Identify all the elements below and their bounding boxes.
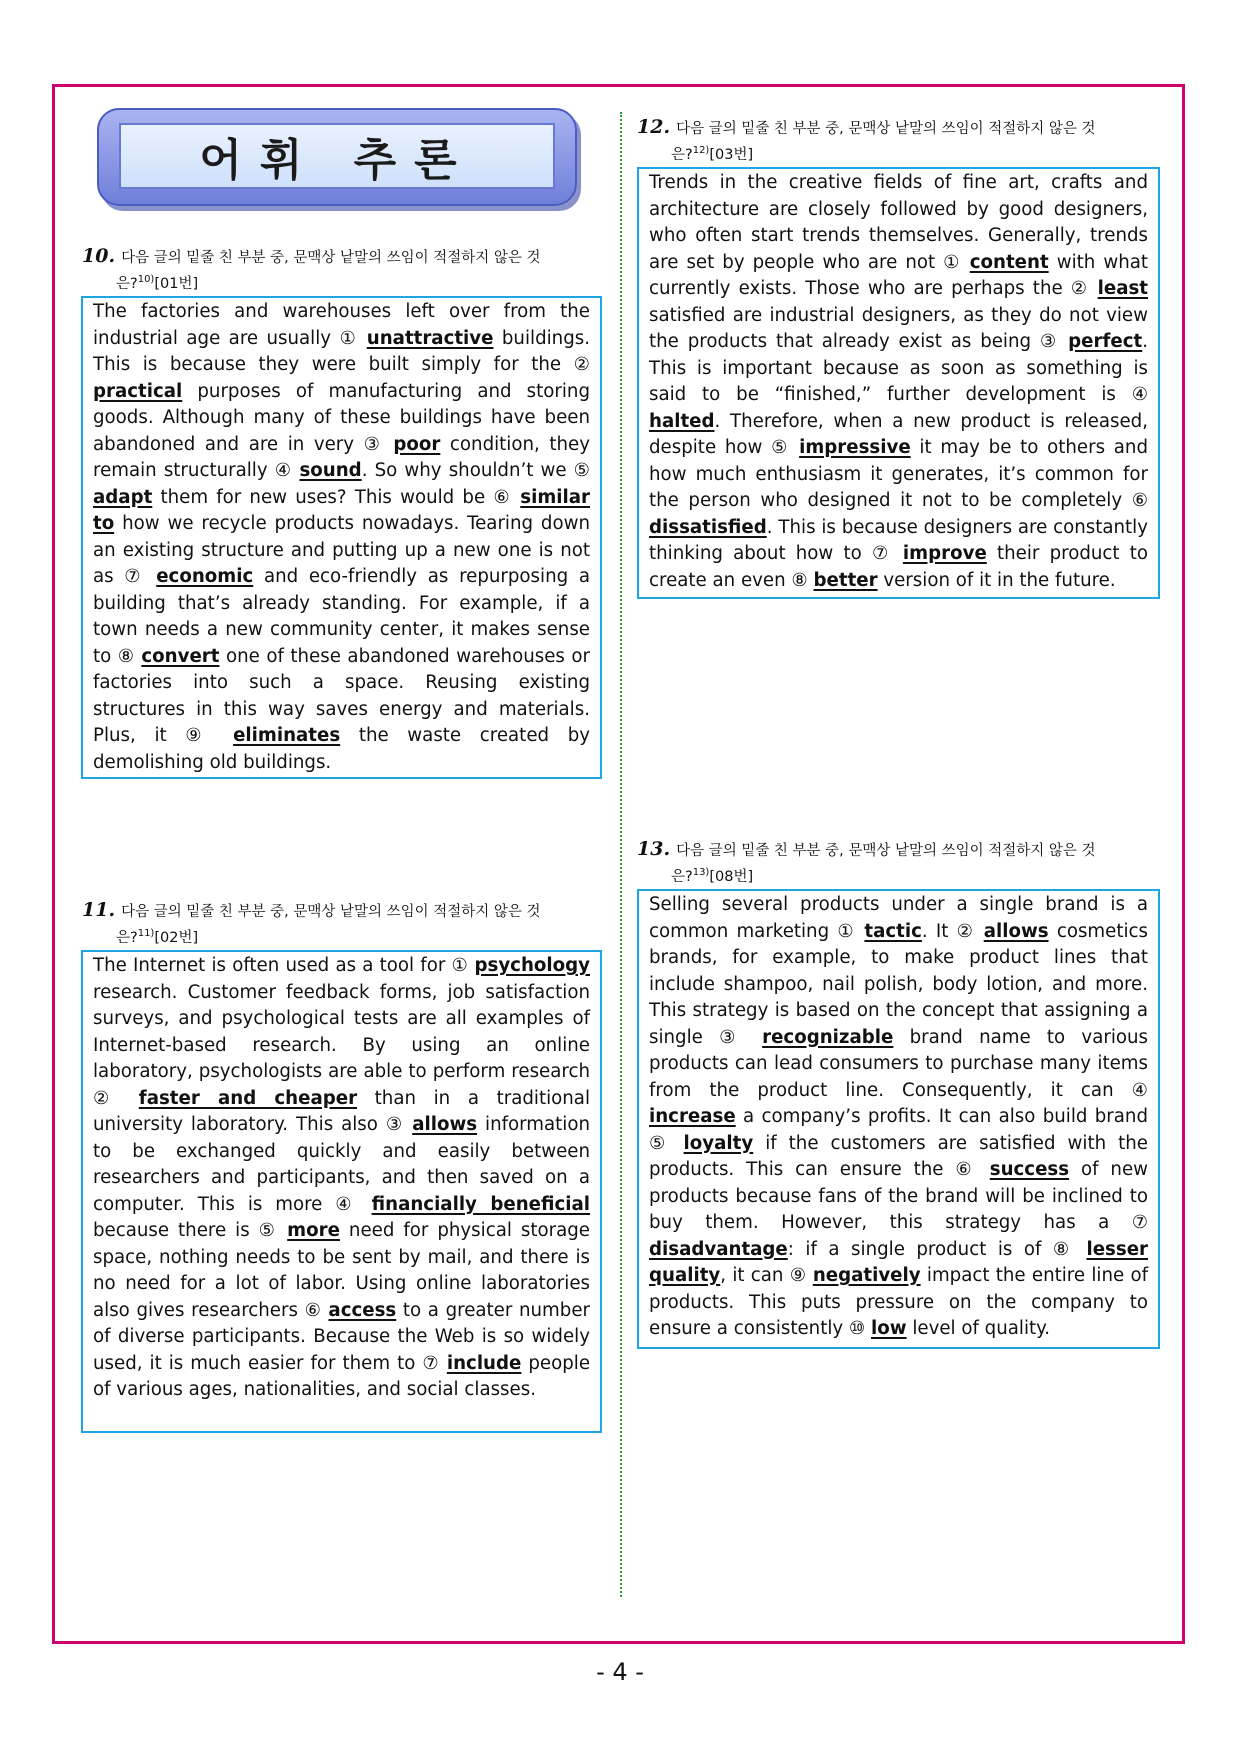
passage-text: The factories and warehouses left over from the industrial age are usually ①: [93, 301, 590, 349]
question-prompt-end: 은?: [671, 868, 693, 885]
passage-text: and eco-friendly as repurposing a building that’s already standing. For example, if a town needs a new community center, it makes sense to ⑧: [93, 566, 590, 667]
question-12-header: [637, 116, 1157, 166]
underlined-choice: allows: [412, 1114, 478, 1135]
passage-text: a company’s profits. It can also build brand ⑤: [649, 1106, 1148, 1154]
question-prompt: 다음 글의 밑줄 친 부분 중, 문맥상 낱말의 쓰임이 적절하지 않은 것: [676, 843, 1096, 859]
question-source: [08번]: [709, 868, 754, 885]
passage-text: because there is ⑤: [93, 1220, 288, 1241]
underlined-choice: psychology: [474, 955, 590, 976]
question-number: 11.: [82, 899, 116, 921]
underlined-choice: disadvantage: [649, 1238, 788, 1260]
underlined-choice: poor: [393, 433, 441, 455]
section-title: 어휘 추론: [199, 135, 475, 186]
passage-text: with what currently exists. Those who are perhaps the ②: [649, 251, 1148, 299]
passage-text: impact the entire line of products. This puts pressure on the company to ensure a consistently ⑩: [649, 1265, 1148, 1339]
question-10-header: [82, 245, 602, 295]
underlined-choice: economic: [156, 566, 254, 587]
passage-text: , it can ⑨: [720, 1265, 813, 1286]
footnote-ref: 13): [692, 867, 710, 878]
question-13-passage: [637, 889, 1160, 1349]
passage-text: Selling several products under a single brand is a common marketing ①: [649, 894, 1148, 942]
question-prompt-end: 은?: [116, 275, 138, 292]
question-number: 13.: [637, 838, 671, 860]
underlined-choice: least: [1097, 278, 1148, 299]
question-10-passage: [81, 296, 602, 779]
underlined-choice: similar to: [93, 486, 590, 534]
passage-text: it may be to others and how much enthusiasm it generates, it’s common for the person who designed it not to be completely ⑥: [649, 437, 1148, 511]
passage-text: . This is important because as soon as something is said to be “finished,” further development is ④: [649, 331, 1148, 405]
passage-text: . So why shouldn’t we ⑤: [361, 460, 590, 481]
underlined-choice: sound: [299, 460, 362, 481]
passage-text: people of various ages, nationalities, and social classes.: [93, 1352, 591, 1400]
question-prompt-end: 은?: [671, 146, 693, 163]
passage-text: if the customers are satisfied with the products. This can ensure the ⑥: [649, 1132, 1148, 1180]
passage-text: : if a single product is of ⑧: [787, 1238, 1087, 1260]
question-12-passage: [637, 167, 1160, 599]
passage-text: . This is because designers are constantly thinking about how to ⑦: [649, 516, 1148, 564]
underlined-choice: access: [328, 1299, 397, 1321]
page-number: - 4 -: [596, 1658, 644, 1686]
underlined-choice: success: [989, 1159, 1070, 1180]
passage-text: version of it in the future.: [877, 569, 1116, 591]
question-number: 10.: [82, 245, 116, 267]
passage-text: one of these abandoned warehouses or factories into such a space. Reusing existing structures in this way saves energy and materials. Plus, it ⑨: [93, 645, 590, 746]
underlined-choice: lesser quality: [649, 1238, 1148, 1286]
underlined-choice: low: [871, 1318, 907, 1339]
underlined-choice: recognizable: [762, 1026, 894, 1048]
underlined-choice: halted: [649, 410, 715, 432]
column-divider: [620, 112, 622, 1597]
question-number: 12.: [637, 116, 671, 138]
passage-text: need for physical storage space, nothing needs to be sent by mail, and there is no need for a lot of labor. Using online laboratories also gives researchers ⑥: [93, 1220, 590, 1321]
underlined-choice: unattractive: [366, 327, 494, 349]
underlined-choice: improve: [902, 543, 987, 564]
underlined-choice: practical: [93, 380, 183, 402]
question-source: [01번]: [154, 275, 199, 292]
passage-text: The Internet is often used as a tool for ①: [93, 955, 475, 976]
underlined-choice: eliminates: [233, 725, 341, 746]
underlined-choice: loyalty: [683, 1132, 754, 1154]
passage-text: . It ②: [921, 920, 984, 942]
passage-text: to a greater number of diverse participants. Because the Web is so widely used, it is much easier for them to ⑦: [93, 1299, 590, 1374]
passage-text: level of quality.: [906, 1318, 1051, 1339]
section-title-banner: [97, 108, 577, 206]
question-11-passage: [81, 950, 602, 1433]
question-13-header: [637, 838, 1157, 888]
underlined-choice: negatively: [812, 1265, 921, 1286]
passage-text: research. Customer feedback forms, job satisfaction surveys, and psychological tests are all examples of Internet-based research. By using an online laboratory, psychologists are able to perform research ②: [93, 981, 590, 1109]
passage-text: satisfied are industrial designers, as they do not view the products that already exist as being ③: [649, 304, 1148, 352]
underlined-choice: include: [446, 1352, 522, 1374]
passage-text: cosmetics brands, for example, to make product lines that include shampoo, nail polish, body lotion, and more. This strategy is based on the concept that assigning a single ③: [649, 920, 1148, 1048]
passage-text: information to be exchanged quickly and easily between researchers and participants, and then saved on a computer. This is more ④: [93, 1114, 590, 1215]
passage-text: condition, they remain structurally ④: [93, 433, 590, 481]
passage-text: . Therefore, when a new product is released, despite how ⑤: [649, 410, 1148, 458]
underlined-choice: impressive: [799, 437, 911, 458]
passage-text: buildings. This is because they were built simply for the ②: [93, 327, 590, 375]
underlined-choice: adapt: [93, 486, 153, 508]
underlined-choice: perfect: [1068, 331, 1143, 352]
section-title-inner: [119, 123, 555, 189]
underlined-choice: increase: [649, 1106, 736, 1127]
underlined-choice: convert: [141, 645, 220, 667]
underlined-choice: tactic: [864, 920, 922, 942]
passage-text: Trends in the creative fields of fine art, crafts and architecture are closely followed by good designers, who often start trends themselves. Generally, trends are set by people who are not ①: [649, 172, 1148, 273]
passage-text: purposes of manufacturing and storing goods. Although many of these buildings have been abandoned and are in very ③: [93, 380, 590, 455]
question-prompt: 다음 글의 밑줄 친 부분 중, 문맥상 낱말의 쓰임이 적절하지 않은 것: [121, 250, 541, 266]
question-prompt: 다음 글의 밑줄 친 부분 중, 문맥상 낱말의 쓰임이 적절하지 않은 것: [121, 904, 541, 920]
question-source: [02번]: [154, 929, 199, 946]
question-prompt-end: 은?: [116, 929, 138, 946]
footnote-ref: 10): [137, 274, 155, 285]
question-prompt: 다음 글의 밑줄 친 부분 중, 문맥상 낱말의 쓰임이 적절하지 않은 것: [676, 121, 1096, 137]
underlined-choice: dissatisfied: [649, 516, 767, 538]
passage-text: them for new uses? This would be ⑥: [152, 486, 521, 508]
question-source: [03번]: [709, 146, 754, 163]
underlined-choice: allows: [983, 920, 1049, 942]
footnote-ref: 11): [137, 928, 155, 939]
underlined-choice: faster and cheaper: [138, 1087, 358, 1109]
footnote-ref: 12): [692, 145, 710, 156]
underlined-choice: financially beneficial: [371, 1193, 591, 1215]
passage-text: their product to create an even ⑧: [649, 543, 1149, 591]
question-11-header: [82, 899, 602, 949]
passage-text: of new products because fans of the brand will be inclined to buy them. However, this strategy has a ⑦: [649, 1159, 1149, 1233]
passage-text: the waste created by demolishing old buildings.: [93, 725, 590, 773]
underlined-choice: more: [287, 1220, 340, 1241]
underlined-choice: better: [813, 569, 878, 591]
underlined-choice: content: [969, 251, 1049, 273]
passage-text: than in a traditional university laboratory. This also ③: [93, 1087, 590, 1135]
passage-text: brand name to various products can lead consumers to purchase many items from the product line. Consequently, it can ④: [649, 1026, 1148, 1101]
passage-text: how we recycle products nowadays. Tearing down an existing structure and putting up a new one is not as ⑦: [93, 513, 590, 587]
